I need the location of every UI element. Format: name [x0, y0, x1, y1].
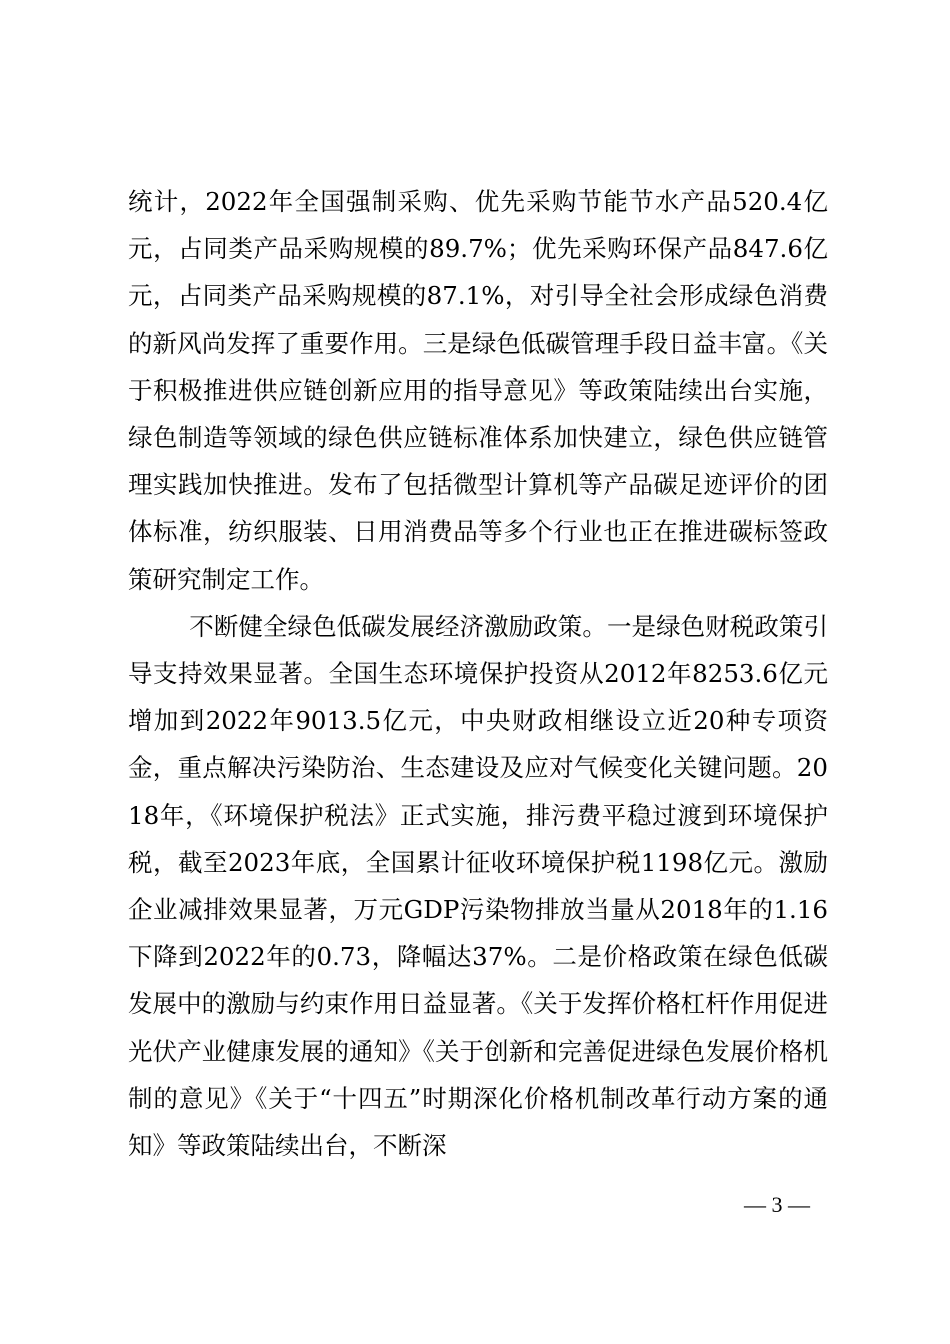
paragraph-economic-incentives: 不断健全绿色低碳发展经济激励政策。一是绿色财税政策引导支持效果显著。全国生态环境保护投资从2012年8253.6亿元增加到2022年9013.5亿元，中央财政相继设立近20种专项资金，重点解决污染防治、生态建设及应对气候变化关键问题。2018年，《环境保护税法》正式实施，排污费平稳过渡到环境保护税，截至2023年底，全国累计征收环境保护税1198亿元。激励企业减排效果显著，万元GDP污染物排放当量从2018年的1.16下降到2022年的0.73，降幅达37%。二是价格政策在绿色低碳发展中的激励与约束作用日益显著。《关于发挥价格杠杆作用促进光伏产业健康发展的通知》《关于创新和完善促进绿色发展价格机制的意见》《关于“十四五”时期深化价格机制改革行动方案的通知》等政策陆续出台，不断深 [128, 611, 828, 1161]
body-text [128, 178, 828, 1169]
paragraph-continued: 统计，2022年全国强制采购、优先采购节能节水产品520.4亿元，占同类产品采购规模的89.7%；优先采购环保产品847.6亿元，占同类产品采购规模的87.1%，对引导全社会形成绿色消费的新风尚发挥了重要作用。三是绿色低碳管理手段日益丰富。《关于积极推进供应链创新应用的指导意见》等政策陆续出台实施，绿色制造等领域的绿色供应链标准体系加快建立，绿色供应链管理实践加快推进。发布了包括微型计算机等产品碳足迹评价的团体标准，纺织服装、日用消费品等多个行业也正在推进碳标签政策研究制定工作。 [128, 187, 828, 594]
page-number: — 3 — [744, 1192, 810, 1217]
